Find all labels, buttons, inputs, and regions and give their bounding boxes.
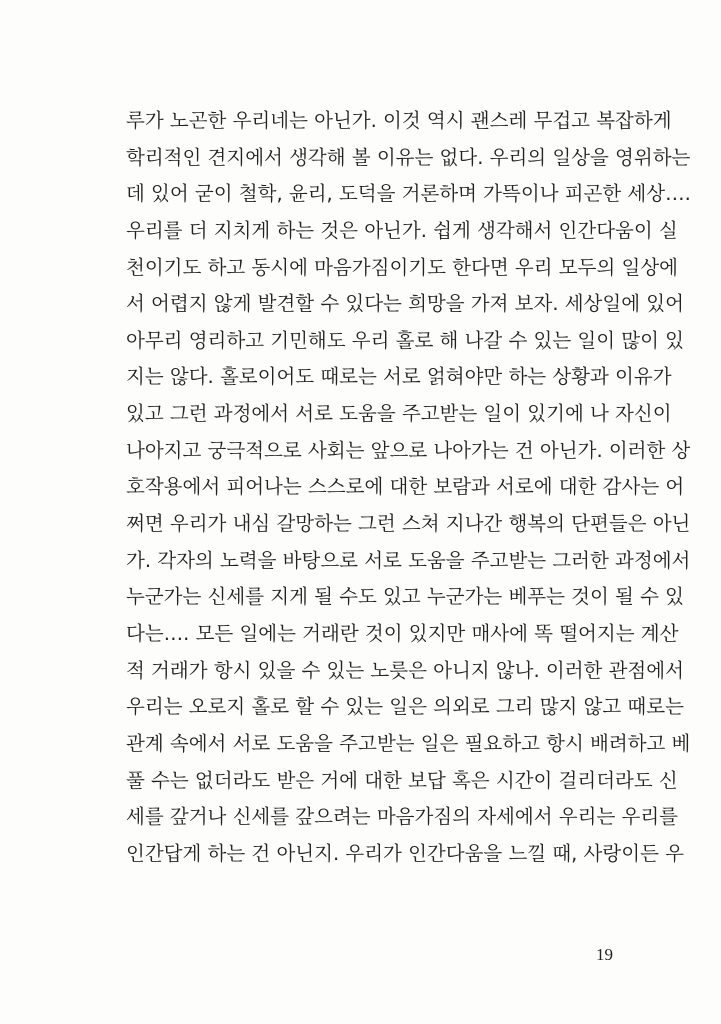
text-line: 적 거래가 항시 있을 수 있는 노릇은 아니지 않나. 이러한 관점에서 — [126, 658, 684, 682]
body-text — [126, 103, 691, 872]
text-line: 나아지고 궁극적으로 사회는 앞으로 나아가는 건 아닌가. 이러한 상 — [126, 438, 691, 462]
text-line: 학리적인 견지에서 생각해 볼 이유는 없다. 우리의 일상을 영위하는 — [126, 145, 691, 169]
text-line: 루가 노곤한 우리네는 아닌가. 이것 역시 괜스레 무겁고 복잡하게 — [126, 109, 672, 132]
text-line: 우리를 더 지치게 하는 것은 아닌가. 쉽게 생각해서 인간다움이 실 — [126, 218, 678, 242]
text-line: 있고 그런 과정에서 서로 도움을 주고받는 일이 있기에 나 자신이 — [126, 402, 672, 426]
text-line: 아무리 영리하고 기민해도 우리 홀로 해 나갈 수 있는 일이 많이 있 — [126, 328, 684, 352]
text-line: 천이기도 하고 동시에 마음가짐이기도 한다면 우리 모두의 일상에 — [126, 255, 678, 279]
text-line: 누군가는 신세를 지게 될 수도 있고 누군가는 베푸는 것이 될 수 있 — [126, 585, 684, 609]
text-line: 지는 않다. 홀로이어도 때로는 서로 얽혀야만 하는 상황과 이유가 — [126, 365, 672, 389]
text-line: 다는…. 모든 일에는 거래란 것이 있지만 매사에 똑 떨어지는 계산 — [126, 621, 679, 645]
text-line: 가. 각자의 노력을 바탕으로 서로 도움을 주고받는 그러한 과정에서 — [126, 548, 691, 572]
text-line: 우리는 오로지 홀로 할 수 있는 일은 의외로 그리 많지 않고 때로는 — [126, 695, 684, 719]
text-line: 인간답게 하는 건 아닌지. 우리가 인간다움을 느낄 때, 사랑이든 우 — [126, 841, 684, 865]
text-line: 세를 갚거나 신세를 갚으려는 마음가짐의 자세에서 우리는 우리를 — [126, 805, 678, 829]
text-line: 서 어렵지 않게 발견할 수 있다는 희망을 가져 보자. 세상일에 있어 — [126, 292, 684, 316]
page-number: 19 — [596, 945, 613, 964]
text-line: 관계 속에서 서로 도움을 주고받는 일은 필요하고 항시 배려하고 베 — [126, 731, 691, 755]
text-line: 풀 수는 없더라도 받은 거에 대한 보답 혹은 시간이 걸리더라도 신 — [126, 768, 678, 792]
text-line: 쩌면 우리가 내심 갈망하는 그런 스쳐 지나간 행복의 단편들은 아닌 — [126, 512, 691, 536]
text-line: 호작용에서 피어나는 스스로에 대한 보람과 서로에 대한 감사는 어 — [126, 475, 685, 499]
text-line: 데 있어 굳이 철학, 윤리, 도덕을 거론하며 가뜩이나 피곤한 세상…. — [126, 182, 691, 206]
